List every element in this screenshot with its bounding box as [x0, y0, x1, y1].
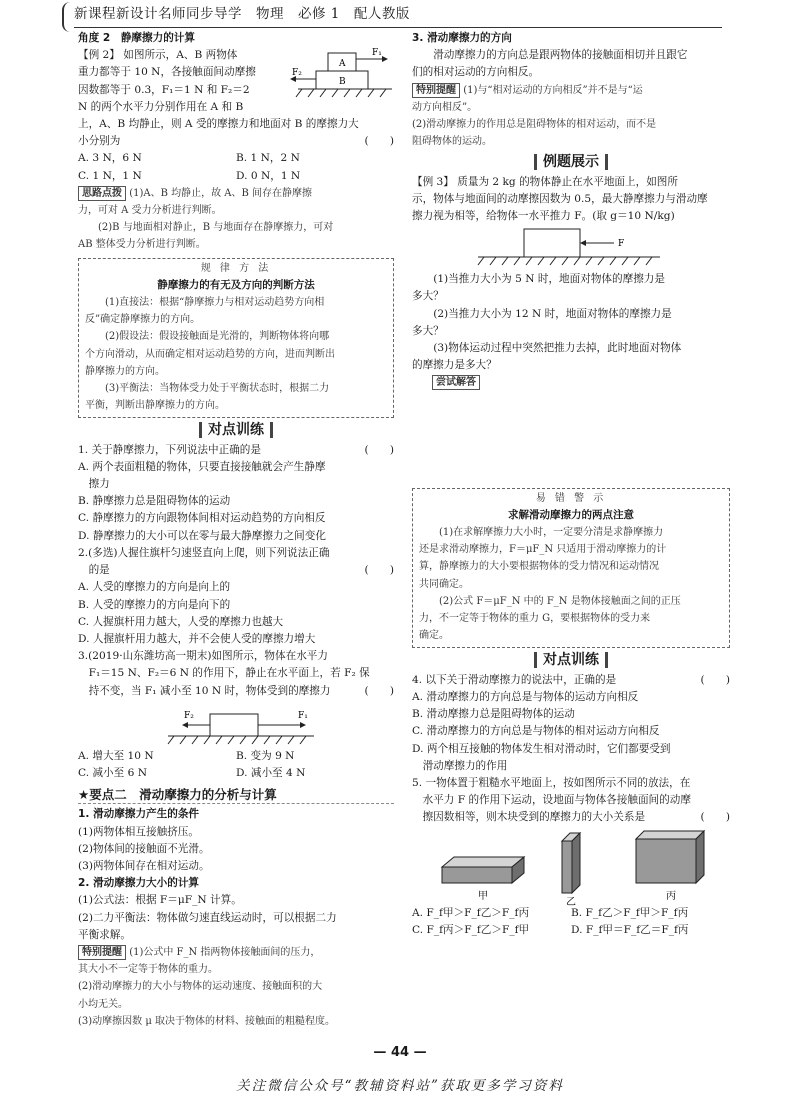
ex2-line: 重力都等于 10 N，各接触面间动摩擦: [78, 66, 256, 79]
rule-title: 静摩擦力的有无及方向的判断方法: [157, 278, 315, 291]
angle-heading: 角度 2 静摩擦力的计算: [78, 32, 195, 44]
ex3-line: 示，物体与地面间的动摩擦因数为 0.5，最大静摩擦力与滑动摩: [412, 192, 708, 205]
tip-line: (3)动摩擦因数 μ 取决于物体的材料、接触面的粗糙程度。: [78, 1015, 336, 1027]
q1-line: A. 两个表面粗糙的物体，只要直接接触就会产生静摩: [78, 460, 326, 473]
warn-line: (2)公式 F＝μF_N 中的 F_N 是物体接触面之间的正压: [439, 595, 681, 607]
label-jia: 甲: [478, 890, 488, 902]
option: B. 1 N，2 N: [236, 152, 300, 165]
right-column: [412, 30, 730, 939]
s2-line: 平衡求解。: [78, 928, 131, 941]
s3-line: 们的相对运动的方向相反。: [412, 66, 540, 79]
tip-line: 动方向相反”。: [412, 101, 478, 113]
tip-tag: 特别提醒: [78, 945, 126, 960]
ex3-figure: [412, 225, 730, 271]
ex3-q-line: 多大？: [412, 290, 444, 303]
q1-line: 1. 关于静摩擦力，下列说法中正确的是: [78, 443, 261, 456]
try-tag: 尝试解答: [432, 375, 480, 390]
q2-line: B. 人受的摩擦力的方向是向下的: [78, 598, 231, 611]
warn-line: 还是求滑动摩擦力，F＝μF_N 只适用于滑动摩擦力的计: [419, 544, 667, 556]
q3-line: F₁＝15 N、F₂＝6 N 的作用下，静止在水平面上，若 F₂ 保: [78, 667, 370, 680]
sub-heading: 3. 滑动摩擦力的方向: [412, 32, 512, 44]
answer-paren: ( ): [364, 135, 394, 148]
label-yi: 乙: [566, 896, 576, 908]
ex2-line: 小分别为: [78, 135, 121, 148]
think-line: 力，可对 A 受力分析进行判断。: [78, 205, 222, 217]
tip-line: (2)滑动摩擦力的大小与物体的运动速度、接触面积的大: [78, 981, 323, 993]
label-a: A: [339, 59, 346, 70]
option: D. 0 N，1 N: [236, 169, 301, 182]
ex2-line: N 的两个水平力分别作用在 A 和 B: [78, 100, 244, 113]
rule-line: (3)平衡法：当物体受力处于平衡状态时，根据二力: [105, 383, 330, 395]
ex3-q-line: 的摩擦力是多大？: [412, 359, 497, 372]
think-line: (2)B 与地面相对静止，B 与地面存在静摩擦力，可对: [98, 222, 334, 234]
q2-line: 2.(多选)人握住旗杆匀速竖直向上爬，则下列说法正确: [78, 546, 330, 559]
rule-line: (2)假设法：假设接触面是光滑的，判断物体将向哪: [105, 331, 330, 343]
s2-line: (2)二力平衡法：物体做匀速直线运动时，可以根据二力: [78, 911, 337, 924]
q3-line: 持不变，当 F₁ 减小至 10 N 时，物体受到的摩擦力: [78, 684, 331, 697]
s2-line: (1)公式法：根据 F＝μF_N 计算。: [78, 894, 242, 907]
warn-tag: 易 错 警 示: [535, 492, 607, 504]
option: D. 减小至 4 N: [236, 766, 306, 779]
option: A. 增大至 10 N: [78, 749, 154, 762]
rule-tag: 规 律 方 法: [200, 262, 272, 274]
tip-line: (1)与“相对运动的方向相反”并不是与“运: [463, 84, 643, 96]
ex3-q-line: (2)当推力大小为 12 N 时，地面对物体的摩擦力是: [433, 307, 672, 320]
label-f2: F₂: [184, 710, 194, 721]
s1-line: (2)物体间的接触面不光滑。: [78, 842, 210, 855]
drill-heading: 对点训练: [199, 422, 273, 438]
rule-line: 个方向滑动，从而确定相对运动趋势的方向，进而判断出: [85, 348, 335, 360]
q5-line: 水平力 F 的作用下运动，设地面与物体各接触面间的动摩: [412, 794, 691, 807]
warn-title: 求解滑动摩擦力的两点注意: [508, 508, 634, 521]
footer-note: 关注微信公众号“教辅资料站”获取更多学习资料: [236, 1078, 564, 1094]
option: A. 3 N，6 N: [78, 152, 142, 165]
examples-heading: 例题展示: [534, 154, 608, 170]
think-line: (1)A、B 均静止，故 A、B 间存在静摩擦: [129, 187, 313, 199]
ex3-q-line: (1)当推力大小为 5 N 时，地面对物体的摩擦力是: [433, 273, 665, 286]
option: C. 减小至 6 N: [78, 766, 147, 779]
q4-line: 滑动摩擦力的作用: [412, 759, 508, 772]
ex2-line: 【例 2】 如图所示，A、B 两物体: [78, 49, 238, 62]
q1-line: 擦力: [78, 478, 110, 491]
q5-line: 5. 一物体置于粗糙水平地面上，按如图所示不同的放法，在: [412, 776, 691, 789]
option: C. 1 N，1 N: [78, 169, 142, 182]
ex3-q-line: 多大？: [412, 324, 444, 337]
label-b: B: [339, 77, 346, 88]
s1-line: (1)两物体相互接触挤压。: [78, 825, 199, 838]
q2-line: A. 人受的摩擦力的方向是向上的: [78, 581, 231, 594]
q4-line: D. 两个相互接触的物体发生相对滑动时，它们都要受到: [412, 742, 671, 755]
q5-line: 擦因数相等，则木块受到的摩擦力的大小关系是: [412, 811, 646, 824]
label-f2: F₂: [292, 68, 302, 79]
header-rule: [74, 27, 722, 28]
option: C. F_f丙＞F_f乙＞F_f甲: [412, 923, 530, 936]
think-tag: 思路点拨: [78, 186, 126, 201]
option: B. F_f乙＞F_f甲＞F_f丙: [571, 906, 689, 919]
q4-line: A. 滑动摩擦力的方向总是与物体的运动方向相反: [412, 690, 639, 703]
q3-figure: [78, 700, 394, 748]
label-bing: 丙: [666, 890, 676, 902]
key-point-heading: ★要点二 滑动摩擦力的分析与计算: [78, 786, 394, 804]
tip-line: 小均无关。: [78, 998, 128, 1010]
answer-paren: ( ): [364, 443, 394, 456]
rule-line: 平衡，判断出静摩擦力的方向。: [85, 400, 225, 412]
warn-line: (1)在求解摩擦力大小时，一定要分清是求静摩擦力: [439, 527, 664, 539]
warn-line: 确定。: [419, 630, 449, 642]
answer-paren: ( ): [364, 684, 394, 697]
rule-line: 静摩擦力的方向。: [85, 365, 165, 377]
q2-line: D. 人握旗杆用力越大，并不会使人受的摩擦力增大: [78, 632, 316, 645]
header-ornament: [62, 2, 70, 32]
s3-line: 滑动摩擦力的方向总是跟两物体的接触面相切并且跟它: [433, 49, 688, 62]
option: A. F_f甲＞F_f乙＞F_f丙: [412, 906, 530, 919]
left-column: [78, 30, 394, 1030]
answer-paren: ( ): [700, 811, 730, 824]
running-header: 新课程新设计名师同步导学 物理 必修 1 配人教版: [74, 6, 410, 22]
drill-heading: 对点训练: [534, 652, 608, 668]
option: D. F_f甲＝F_f乙＝F_f丙: [571, 923, 689, 936]
tip-line: 阻碍物体的运动。: [412, 136, 492, 148]
think-line: AB 整体受力分析进行判断。: [78, 239, 206, 251]
q1-line: B. 静摩擦力总是阻碍物体的运动: [78, 495, 231, 508]
q1-line: C. 静摩擦力的方向跟物体间相对运动趋势的方向相反: [78, 512, 326, 525]
q2-line: 的是: [78, 564, 110, 577]
q3-line: 3.(2019·山东潍坊高一期末)如图所示，物体在水平力: [78, 650, 328, 663]
q4-line: 4. 以下关于滑动摩擦力的说法中，正确的是: [412, 673, 617, 686]
ex2-line: 上，A、B 均静止，则 A 受的摩擦力和地面对 B 的摩擦力大: [78, 118, 359, 131]
answer-paren: ( ): [700, 673, 730, 686]
page-number: — 44 —: [373, 1045, 427, 1060]
ex3-line: 【例 3】 质量为 2 kg 的物体静止在水平地面上，如图所: [412, 175, 678, 188]
option: B. 变为 9 N: [236, 749, 295, 762]
q1-line: D. 静摩擦力的大小可以在零与最大静摩擦力之间变化: [78, 529, 326, 542]
warn-line: 算，静摩擦力的大小要根据物体的受力情况和运动情况: [419, 561, 659, 573]
tip-line: (1)公式中 F_N 指两物体接触面间的压力，: [129, 946, 321, 958]
ex3-line: 擦力视为相等，给物体一水平推力 F。(取 g＝10 N/kg): [412, 210, 675, 223]
s1-line: (3)两物体间存在相对运动。: [78, 859, 210, 872]
warn-line: 共同确定。: [419, 578, 469, 590]
label-f: F: [618, 239, 625, 250]
q5-figure: [412, 827, 730, 908]
rule-line: 反”确定静摩擦力的方向。: [85, 314, 201, 326]
label-f1: F₁: [372, 48, 382, 59]
sub-heading: 1. 滑动摩擦力产生的条件: [78, 808, 200, 821]
answer-paren: ( ): [364, 564, 394, 577]
ex3-q-line: (3)物体运动过程中突然把推力去掉，此时地面对物体: [433, 342, 682, 355]
tip-line: 其大小不一定等于物体的重力。: [78, 964, 218, 976]
tip-line: (2)滑动摩擦力的作用总是阻碍物体的相对运动，而不是: [412, 119, 657, 131]
warn-line: 力，不一定等于物体的重力 G，要根据物体的受力来: [419, 613, 651, 625]
q4-line: B. 滑动摩擦力总是阻碍物体的运动: [412, 708, 575, 721]
q2-line: C. 人握旗杆用力越大，人受的摩擦力也越大: [78, 615, 284, 628]
warning-box: [412, 488, 730, 649]
rule-line: (1)直接法：根据“静摩擦力与相对运动趋势方向相: [105, 297, 325, 309]
ex2-line: 因数都等于 0.3，F₁＝1 N 和 F₂＝2: [78, 83, 250, 96]
tip-tag: 特别提醒: [412, 83, 460, 98]
label-f1: F₁: [298, 710, 308, 721]
rule-box: [78, 258, 394, 419]
q4-line: C. 滑动摩擦力的方向总是与物体的相对运动方向相反: [412, 725, 660, 738]
answer-space: [412, 392, 730, 484]
sub-heading: 2. 滑动摩擦力大小的计算: [78, 877, 200, 890]
ex2-figure: [288, 47, 392, 107]
